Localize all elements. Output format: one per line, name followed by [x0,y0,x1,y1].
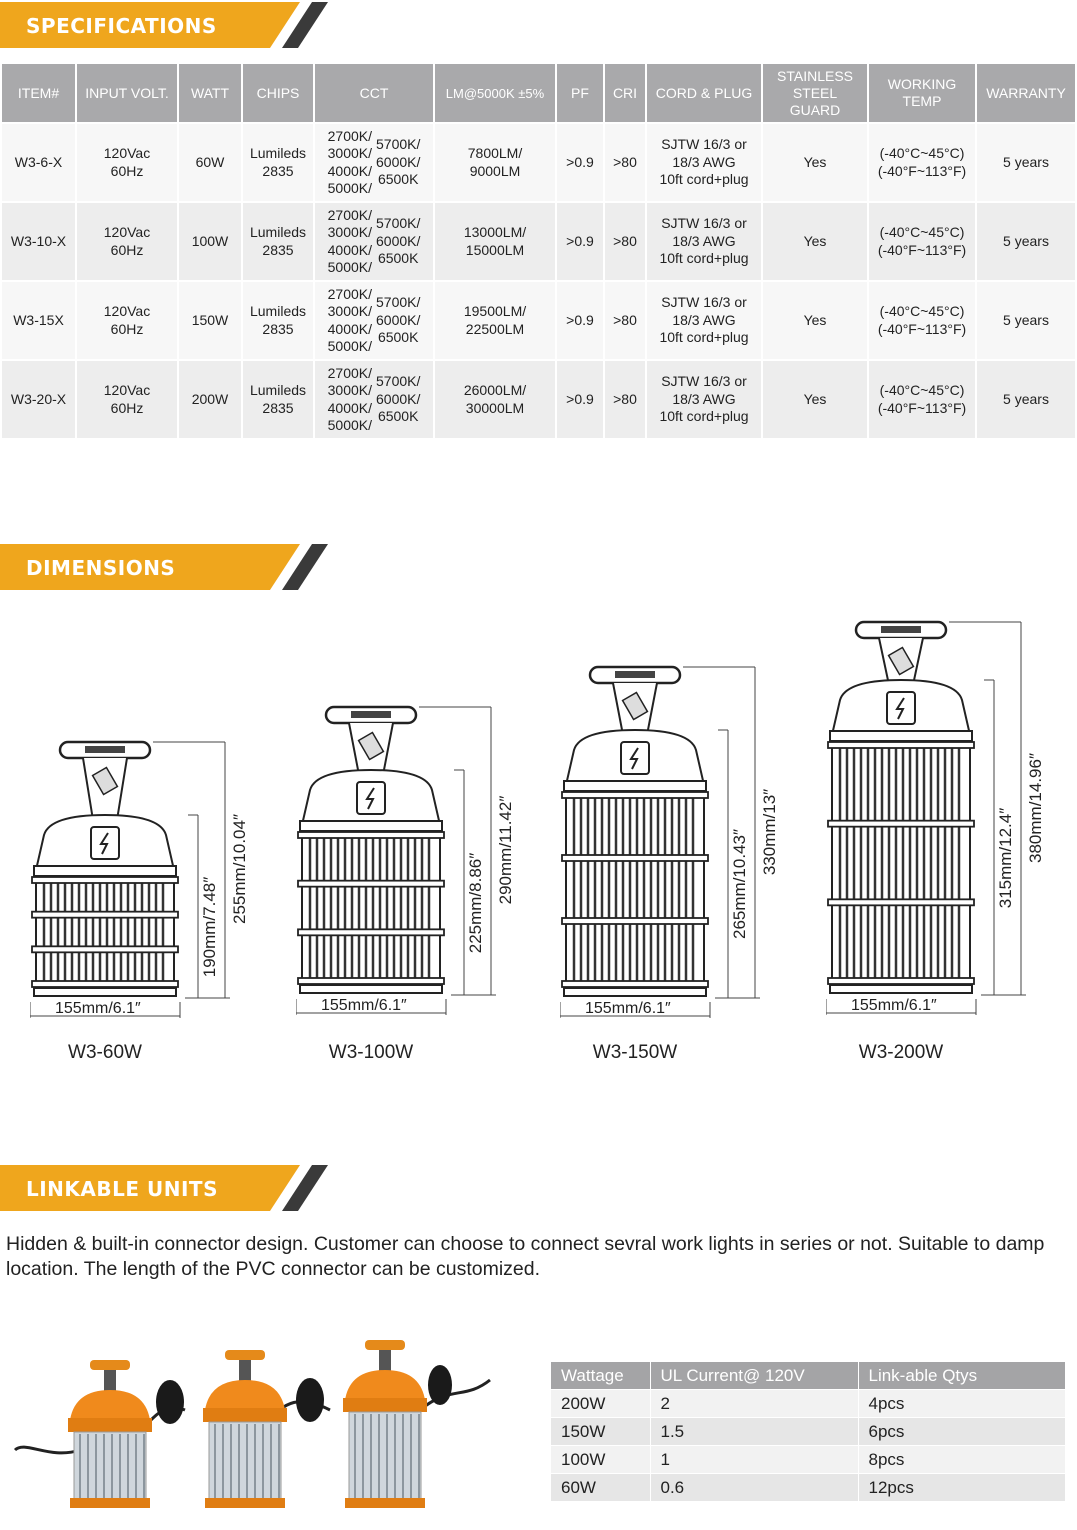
cell-cord [646,202,762,281]
cord-line: SJTW 16/3 or [661,136,747,153]
cct-left-line: 4000K/ [327,162,372,179]
cell-cri: >80 [604,360,646,438]
cell-cri: >80 [604,202,646,281]
cell-cri: >80 [604,281,646,360]
section-banner-specifications [0,2,330,50]
header-temp-line: WORKING [887,76,957,92]
cct-left-line: 2700K/ [327,285,372,302]
cell-temp [868,281,976,360]
header-warranty: WARRANTY [976,64,1075,123]
cct-left-line: 3000K/ [327,224,372,240]
table-cell: 0.6 [650,1474,858,1502]
cell-item: W3-20-X [2,360,76,438]
work-light-drawing [560,665,790,1028]
cct-right-line: 6500K [377,171,419,188]
cord-line: 10ft cord+plug [659,250,749,267]
cct-left-line: 3000K/ [327,303,372,319]
cct-right-line: 6000K/ [376,311,421,328]
total-height-dimension: 255mm/10.04″ [230,814,249,924]
volt-line: 120Vac [103,145,151,161]
table-row [551,1474,1065,1502]
cell-lm [434,281,556,360]
model-name: W3-200W [858,1042,944,1063]
cell-cct [314,281,434,360]
body-height-dimension: 225mm/8.86″ [466,852,485,953]
header-cri: CRI [604,64,646,123]
temp-line: (-40°C~45°C) [879,224,965,240]
table-row [2,123,1075,202]
table-cell: 8pcs [858,1446,1065,1474]
cct-right-line: 6000K/ [376,232,421,249]
cct-left-line: 5000K/ [327,180,372,196]
cct-left-line: 3000K/ [327,145,372,161]
cell-temp [868,202,976,281]
mini-work-light [343,1340,427,1508]
model-name: W3-100W [328,1042,414,1063]
section-banner-dimensions [0,544,330,592]
temp-line: (-40°C~45°C) [879,145,965,161]
cct-right-line: 5700K/ [376,136,421,153]
table-cell: 200W [551,1390,650,1418]
mini-work-light [203,1350,287,1508]
chips-line: 2835 [262,162,294,179]
cord-line: SJTW 16/3 or [661,294,747,311]
cord-line: 18/3 AWG [672,153,736,170]
header-temp-line: TEMP [902,93,942,109]
cct-right-line: 5700K/ [376,373,421,390]
cell-warranty: 5 years [976,123,1075,202]
section-banner-linkable [0,1165,330,1213]
cell-item: W3-6-X [2,123,76,202]
chips-line: 2835 [262,241,294,258]
volt-line: 120Vac [103,382,151,398]
header-guard-line: STEEL [792,84,838,101]
table-cell: 12pcs [858,1474,1065,1502]
cord-line: 10ft cord+plug [659,171,749,188]
cct-left-line: 5000K/ [327,259,372,275]
cct-right-line: 6000K/ [376,153,421,170]
cord-line: 18/3 AWG [672,311,736,328]
cell-guard: Yes [762,281,868,360]
cct-left-line: 4000K/ [327,399,372,416]
cct-left-line: 2700K/ [327,206,372,223]
table-row [551,1418,1065,1446]
width-dimension: 155mm/6.1″ [321,997,407,1014]
volt-line: 60Hz [110,320,144,337]
volt-line: 60Hz [110,162,144,179]
width-dimension: 155mm/6.1″ [851,997,937,1014]
chips-line: Lumileds [249,224,307,240]
cct-right-line: 6000K/ [376,390,421,407]
cell-warranty: 5 years [976,281,1075,360]
table-row [2,202,1075,281]
cct-right-line: 6500K [377,329,419,346]
cord-line: 10ft cord+plug [659,329,749,346]
header-lm: LM@5000K ±5% [434,64,556,123]
cell-volt [76,281,178,360]
total-height-dimension: 290mm/11.42″ [496,795,515,905]
cct-left-line: 4000K/ [327,241,372,258]
table-row [551,1390,1065,1418]
lm-line: 15000LM [465,241,525,258]
cct-left-line: 2700K/ [327,127,372,144]
cell-chips [242,202,314,281]
cord-line: SJTW 16/3 or [661,373,747,390]
table-cell: 150W [551,1418,650,1446]
chips-line: 2835 [262,320,294,337]
cell-lm [434,123,556,202]
total-height-dimension: 380mm/14.96″ [1026,752,1045,863]
cord-line: 18/3 AWG [672,390,736,407]
temp-line: (-40°F~113°F) [877,320,967,337]
header-watt: WATT [178,64,242,123]
chips-line: Lumileds [249,303,307,319]
section-title: SPECIFICATIONS [26,14,217,38]
cell-lm [434,202,556,281]
header-wattage: Wattage [551,1362,650,1390]
temp-line: (-40°C~45°C) [879,382,965,398]
cell-pf: >0.9 [556,123,604,202]
work-light-drawing [296,705,526,1025]
header-ul-current: UL Current@ 120V [650,1362,858,1390]
volt-line: 60Hz [110,399,144,416]
cell-watt: 100W [178,202,242,281]
work-light-drawing [826,620,1056,1025]
linkable-description: Hidden & built-in connector design. Customer can choose to connect sevral work lights in series or not. Suitable to damp location. The length of the PVC connector can be customized. [6,1233,1045,1280]
cct-left-line: 5000K/ [327,338,372,354]
linkable-table [551,1362,1065,1501]
cell-cct [314,360,434,438]
cell-lm [434,360,556,438]
table-header-row [2,64,1075,123]
lm-line: 30000LM [465,399,525,416]
cell-pf: >0.9 [556,360,604,438]
temp-line: (-40°F~113°F) [877,399,967,416]
cct-right-line: 6500K [377,250,419,267]
temp-line: (-40°F~113°F) [877,162,967,179]
header-item: ITEM# [2,64,76,123]
chips-line: Lumileds [249,382,307,398]
model-name: W3-150W [592,1042,678,1063]
cell-item: W3-10-X [2,202,76,281]
cct-left-line: 4000K/ [327,320,372,337]
body-height-dimension: 190mm/7.48″ [200,876,219,977]
volt-line: 60Hz [110,241,144,258]
volt-line: 120Vac [103,224,151,240]
cell-watt: 150W [178,281,242,360]
section-title: DIMENSIONS [26,556,176,580]
cell-watt: 200W [178,360,242,438]
table-cell: 60W [551,1474,650,1502]
cell-volt [76,123,178,202]
table-row [2,360,1075,438]
mini-work-light [68,1360,152,1508]
lm-line: 19500LM/ [463,303,527,319]
temp-line: (-40°C~45°C) [879,303,965,319]
cord-line: 10ft cord+plug [659,408,749,425]
cell-chips [242,360,314,438]
linked-lights-image [10,1340,510,1525]
lm-line: 26000LM/ [463,382,527,398]
section-title: LINKABLE UNITS [26,1177,218,1201]
header-guard-line: GUARD [789,101,841,118]
width-dimension: 155mm/6.1″ [585,1000,671,1017]
cell-volt [76,360,178,438]
table-cell: 6pcs [858,1418,1065,1446]
lm-line: 22500LM [465,320,525,337]
table-cell: 1 [650,1446,858,1474]
cct-left-line: 5000K/ [327,417,372,433]
cct-right-line: 5700K/ [376,215,421,232]
cell-watt: 60W [178,123,242,202]
cell-cri: >80 [604,123,646,202]
chips-line: Lumileds [249,145,307,161]
header-temp [868,64,976,123]
cell-temp [868,360,976,438]
cell-pf: >0.9 [556,202,604,281]
cell-guard: Yes [762,202,868,281]
header-input-volt: INPUT VOLT. [76,64,178,123]
table-cell: 1.5 [650,1418,858,1446]
cell-warranty: 5 years [976,360,1075,438]
lm-line: 9000LM [469,162,521,179]
cell-chips [242,123,314,202]
cell-cord [646,123,762,202]
volt-line: 120Vac [103,303,151,319]
cord-line: 18/3 AWG [672,232,736,249]
cell-item: W3-15X [2,281,76,360]
lm-line: 7800LM/ [467,145,523,161]
cell-pf: >0.9 [556,281,604,360]
specifications-table [2,64,1075,438]
model-name: W3-60W [68,1042,142,1063]
cell-chips [242,281,314,360]
table-cell: 100W [551,1446,650,1474]
table-row [551,1446,1065,1474]
header-linkable-qtys: Link-able Qtys [858,1362,1065,1390]
cct-right-line: 6500K [377,408,419,425]
cell-cct [314,123,434,202]
cord-line: SJTW 16/3 or [661,215,747,232]
table-row [2,281,1075,360]
header-chips: CHIPS [242,64,314,123]
table-cell: 4pcs [858,1390,1065,1418]
cell-guard: Yes [762,123,868,202]
temp-line: (-40°F~113°F) [877,241,967,258]
work-light-drawing [30,740,260,1028]
cell-guard: Yes [762,360,868,438]
header-pf: PF [556,64,604,123]
header-guard [762,64,868,123]
cell-volt [76,202,178,281]
table-header-row [551,1362,1065,1390]
cct-left-line: 3000K/ [327,382,372,398]
cell-temp [868,123,976,202]
cell-cord [646,360,762,438]
cell-cct [314,202,434,281]
header-guard-line: STAINLESS [777,67,853,84]
cell-warranty: 5 years [976,202,1075,281]
total-height-dimension: 330mm/13″ [760,788,779,875]
lm-line: 13000LM/ [463,224,527,240]
header-cord: CORD & PLUG [646,64,762,123]
body-height-dimension: 315mm/12.4″ [996,807,1015,908]
cct-left-line: 2700K/ [327,364,372,381]
header-cct: CCT [314,64,434,123]
chips-line: 2835 [262,399,294,416]
table-cell: 2 [650,1390,858,1418]
cell-cord [646,281,762,360]
width-dimension: 155mm/6.1″ [55,1000,141,1017]
body-height-dimension: 265mm/10.43″ [730,829,749,939]
cct-right-line: 5700K/ [376,294,421,311]
